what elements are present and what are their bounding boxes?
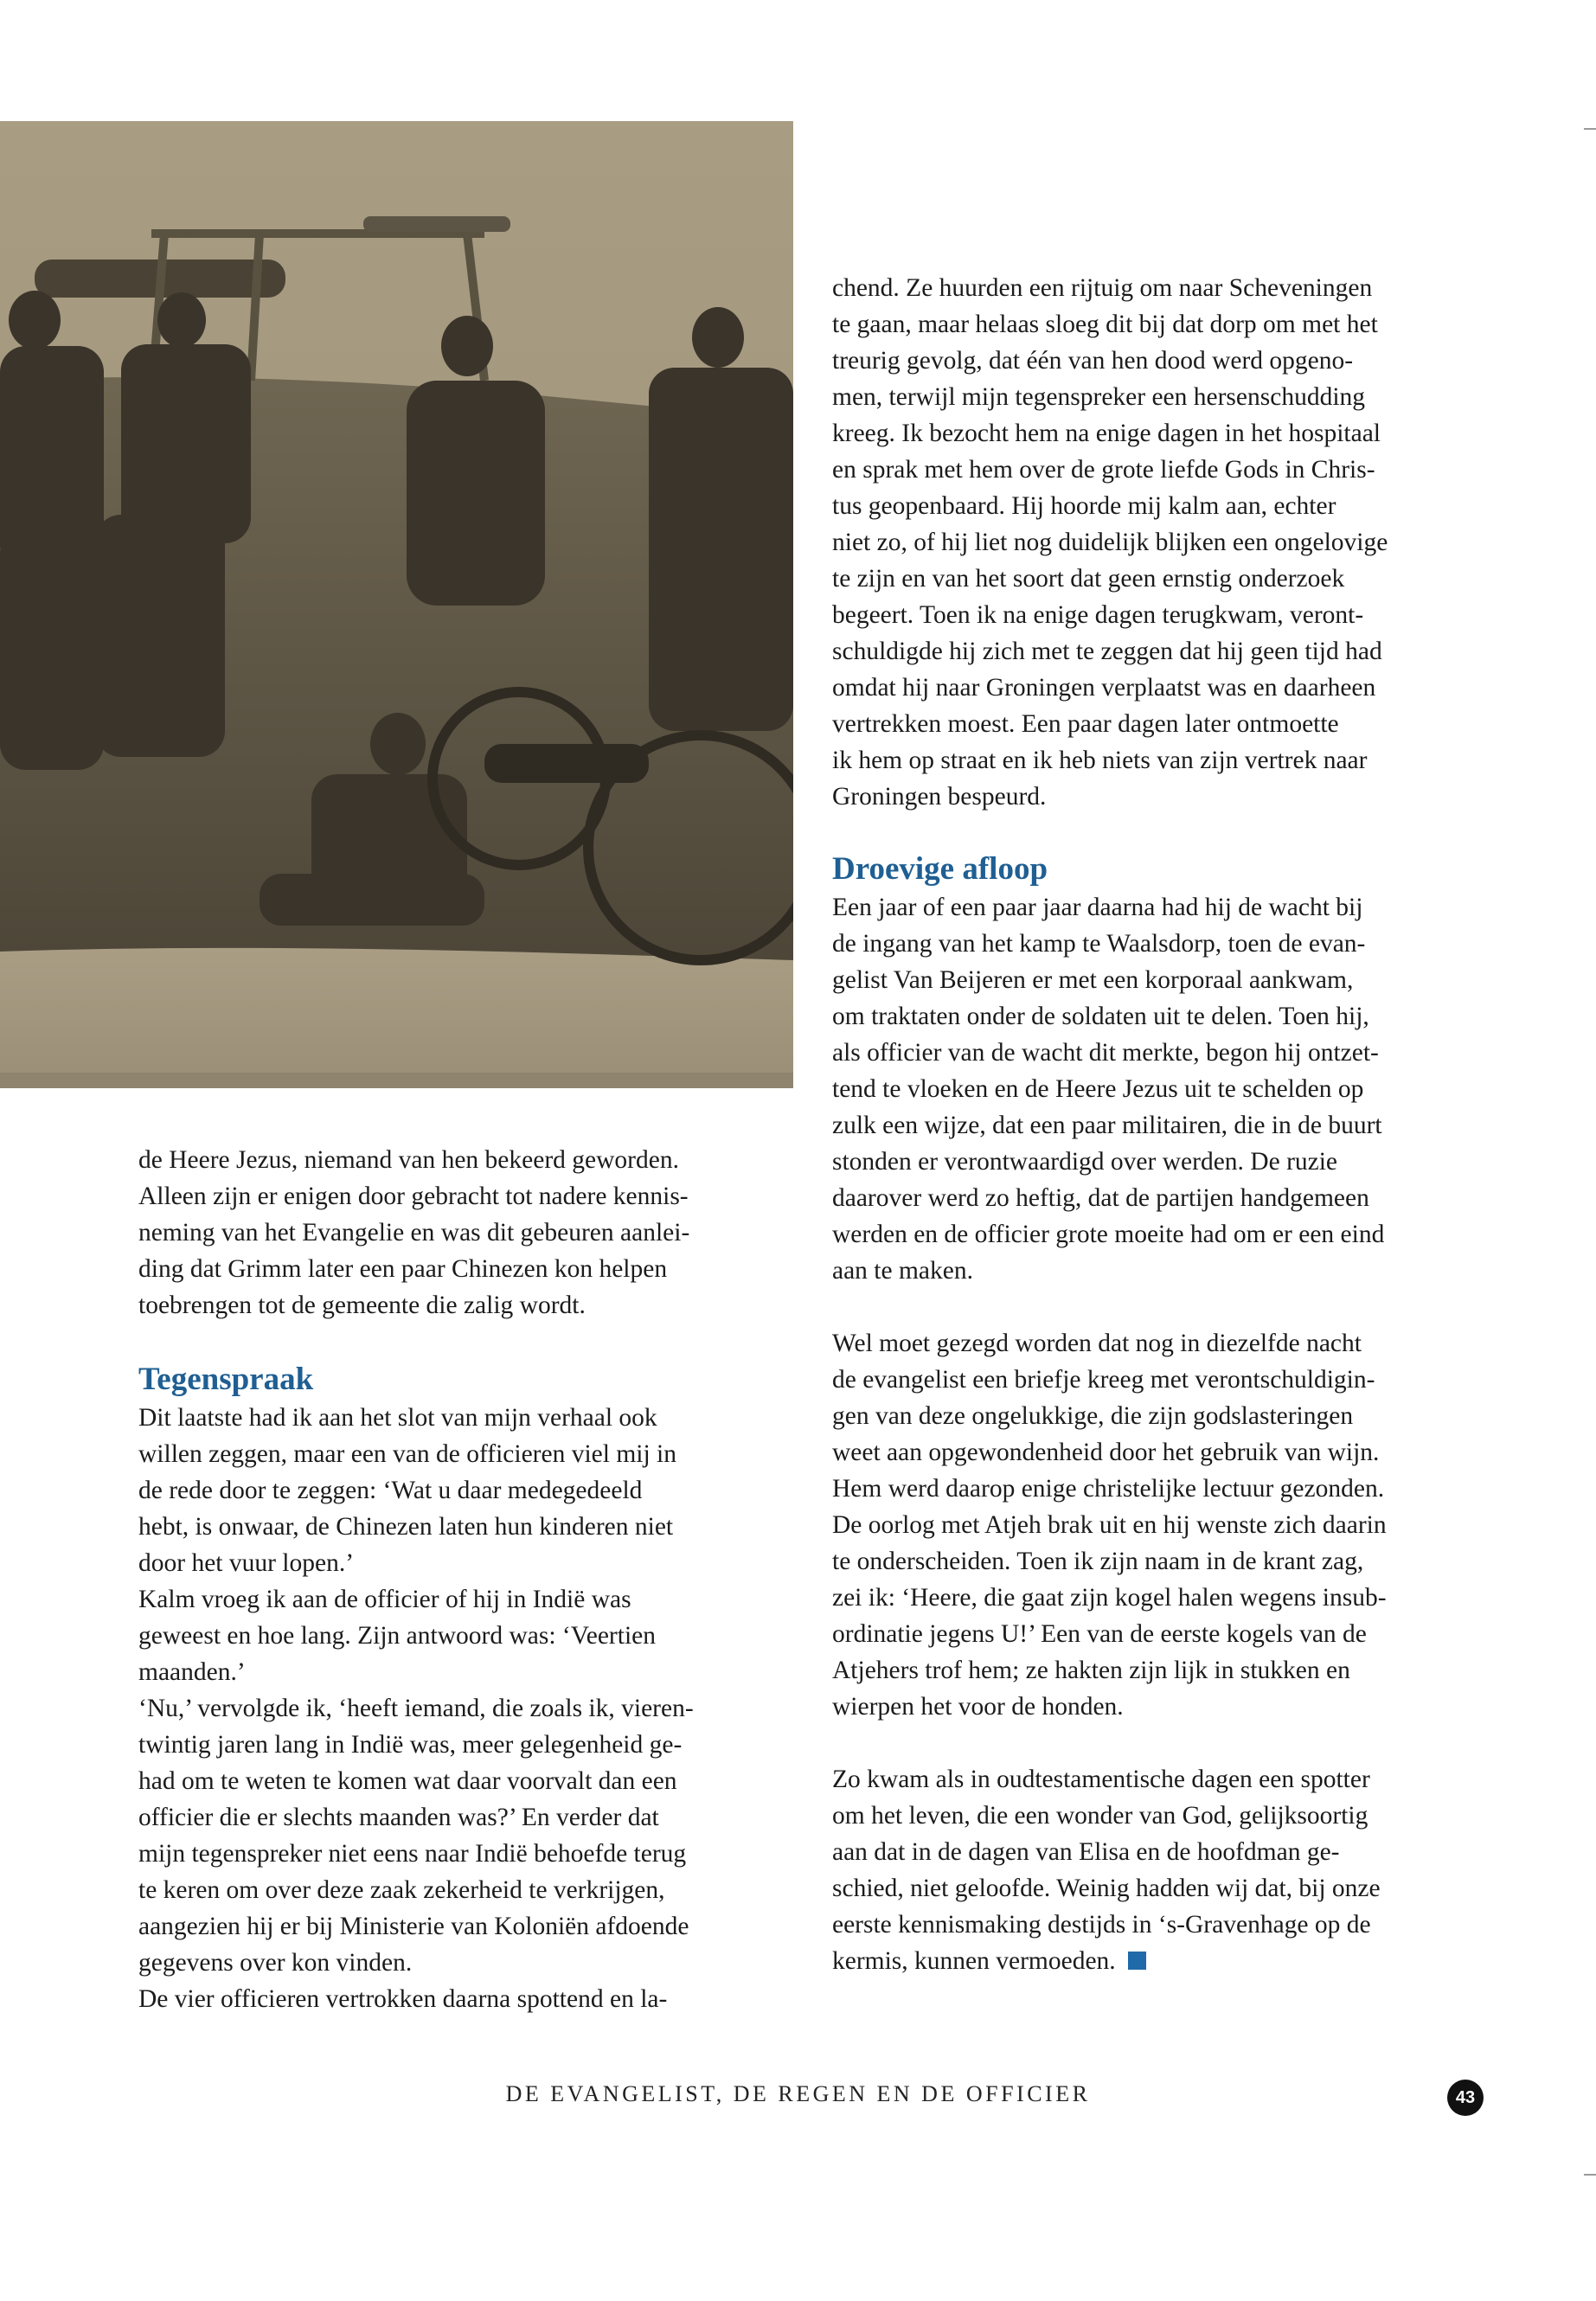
page-number: 43 — [1447, 2080, 1484, 2116]
crop-mark — [1584, 2174, 1596, 2176]
photograph — [0, 121, 793, 1088]
right-paragraph-3 — [832, 1761, 1498, 1979]
end-of-article-square-icon — [1128, 1952, 1146, 1970]
section-heading-tegenspraak: Tegenspraak — [138, 1362, 314, 1397]
paragraph-spacer — [832, 1289, 1498, 1325]
paragraph-spacer — [832, 1725, 1498, 1761]
section-heading-droevige-afloop: Droevige afloop — [832, 851, 1048, 887]
right-intro-paragraph: chend. Ze huurden een rijtuig om naar Scheveningen te gaan, maar helaas sloeg dit bij dat dorp om met het treurig gevolg, dat één van hen dood werd opgeno- men, terwijl mijn tegenspreker een hersenschudding kreeg. Ik bezocht hem na enige dagen in het hospitaal en sprak met hem over de grote liefde Gods in Chris- tus geopenbaard. Hij hoorde mij kalm aan, echter niet zo, of hij liet nog duidelijk blijken een ongelovige te zijn en van het soort dat geen ernstig onderzoek begeert. Toen ik na enige dagen terugkwam, veront- schuldigde hij zich met te zeggen dat hij geen tijd had omdat hij naar Groningen verplaatst was en daarheen vertrekken moest. Een paar dagen later ontmoette ik hem op straat en ik heb niets van zijn vertrek naar Groningen bespeurd. — [832, 274, 1388, 811]
right-paragraph-3-text: Zo kwam als in oudtestamentische dagen een spotter om het leven, die een wonder van God, gelijksoortig aan dat in de dagen van Elisa en de hoofdman ge- schied, niet geloofde. Weinig hadden wij dat, bij onze eerste kennismaking destijds in ‘s-Gravenhage op de kermis, kunnen vermoeden. — [832, 1766, 1381, 1975]
officers-with-cannon-photo — [0, 121, 793, 1088]
left-intro-paragraph: de Heere Jezus, niemand van hen bekeerd geworden. Alleen zijn er enigen door gebracht tot nadere kennis- neming van het Evangelie en was dit gebeuren aanlei- ding dat Grimm later een paar Chinezen kon helpen toebrengen tot de gemeente die zalig wordt. — [138, 1146, 690, 1319]
right-paragraph-1: Een jaar of een paar jaar daarna had hij de wacht bij de ingang van het kamp te Waalsdorp, toen de evan- gelist Van Beijeren er met een korporaal aankwam, om traktaten onder de soldaten uit te delen. Toen hij, als officier van de wacht dit merkte, begon hij ontzet- tend te vloeken en de Heere Jezus uit te schelden op zulk een wijze, dat een paar militairen, die in de buurt stonden er verontwaardigd over werden. De ruzie daarover werd zo heftig, dat de partijen handgemeen werden en de officier grote moeite had om er een eind aan te maken. — [832, 894, 1385, 1285]
crop-mark — [1584, 128, 1596, 130]
left-column — [138, 1142, 796, 2017]
right-paragraph-2: Wel moet gezegd worden dat nog in diezelfde nacht de evangelist een briefje kreeg met verontschuldigin- gen van deze ongelukkige, die zijn godslasteringen weet aan opgewondenheid door het gebruik van wijn. Hem werd daarop enige christelijke lectuur gezonden. De oorlog met Atjeh brak uit en hij wenste zich daarin te onderscheiden. Toen ik zijn naam in de krant zag, zei ik: ‘Heere, die gaat zijn kogel halen wegens insub- ordinatie jegens U!’ Een van de eerste kogels van de Atjehers trof hem; ze hakten zijn lijk in stukken en wierpen het voor de honden. — [832, 1330, 1387, 1721]
right-column — [832, 270, 1498, 1979]
left-body-paragraph: Dit laatste had ik aan het slot van mijn verhaal ook willen zeggen, maar een van de officieren viel mij in de rede door te zeggen: ‘Wat u daar medegedeeld hebt, is onwaar, de Chinezen laten hun kinderen niet door het vuur lopen.’ Kalm vroeg ik aan de officier of hij in Indië was geweest en hoe lang. Zijn antwoord was: ‘Veertien maanden.’ ‘Nu,’ vervolgde ik, ‘heeft iemand, die zoals ik, vieren- twintig jaren lang in Indië was, meer gelegenheid ge- had om te weten te komen wat daar voorvalt dan een officier die er slechts maanden was?’ En verder dat mijn tegenspreker niet eens naar Indië behoefde terug te keren om over deze zaak zekerheid te verkrijgen, aangezien hij er bij Ministerie van Koloniën afdoende gegevens over kon vinden. De vier officieren vertrokken daarna spottend en la- — [138, 1404, 694, 2013]
running-title: DE EVANGELIST, DE REGEN EN DE OFFICIER — [505, 2081, 1091, 2106]
